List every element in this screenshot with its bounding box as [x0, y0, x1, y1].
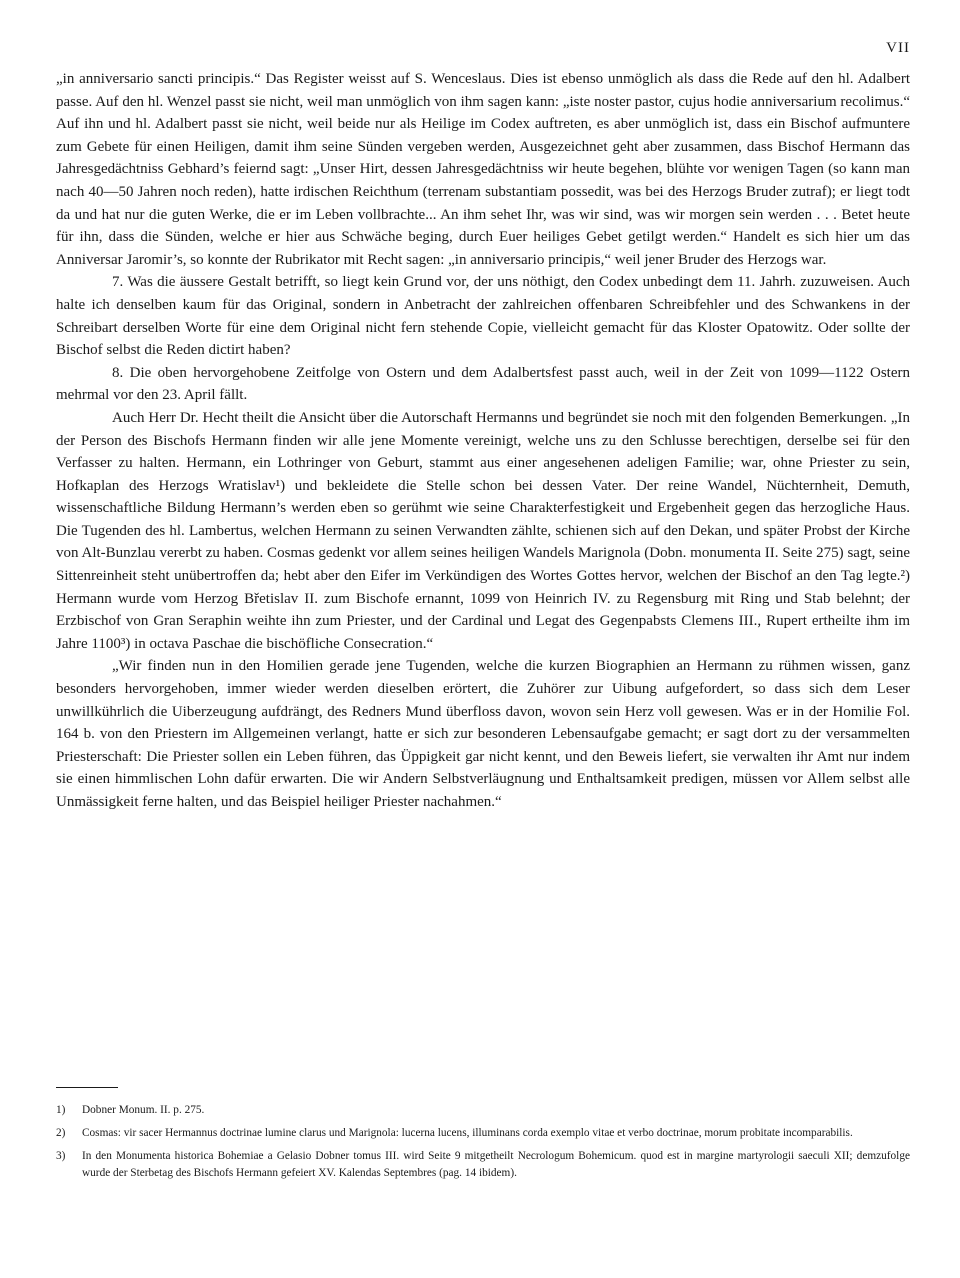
footnote-text: In den Monumenta historica Bohemiae a Gelasio Dobner tomus III. wird Seite 9 mitgetheilt Necrologum Bohemicum. quod est in margine martyrologii saeculi XII; demzufolge wurde der Sterbetag des Bischofs Hermann gefeiert XV. Kalendas Septembres (pag. 14 ibidem).: [82, 1150, 910, 1179]
footnote: [56, 1125, 910, 1142]
body-text: [56, 68, 910, 814]
footnote-text: Cosmas: vir sacer Hermannus doctrinae lumine clarus und Marignola: lucerna lucens, illuminans corda exemplo vitae et verbo doctrinae, morum probitate incomparabilis.: [82, 1127, 853, 1139]
footnote: [56, 1102, 910, 1119]
paragraph: „Wir finden nun in den Homilien gerade jene Tugenden, welche die kurzen Biographien an Hermann zu rühmen wissen, ganz besonders hervorgehoben, immer wieder werden dieselben erörtert, die Zuhörer zur Uibung aufgefordert, so dass sich dem Leser unwillkührlich die Uiberzeugung aufdrängt, des Redners Mund überfloss davon, wovon sein Herz voll gewesen. Was er in der Homilie Fol. 164 b. von den Priestern im Allgemeinen verlangt, hatte er sich zur besonderen Lebensaufgabe gemacht; er sagt dort zu der versammelten Priesterschaft: Die Priester sollen ein Leben führen, das Üppigkeit gar nicht kennt, und den Beweis liefert, sie verwalten ihr Amt nur indem sie einen himmlischen Lohn dafür erwarten. Die wir Andern Selbstverläugnung und Enthaltsamkeit predigen, müssen vor Allem selbst alle Unmässigkeit ferne halten, und das Beispiel heiliger Priester nachahmen.“: [56, 658, 910, 810]
footnote: [56, 1148, 910, 1182]
footnote-number: 1): [56, 1104, 66, 1116]
paragraph: 7. Was die äussere Gestalt betrifft, so liegt kein Grund vor, der uns nöthigt, den Codex unbedingt dem 11. Jahrh. zuzuweisen. Auch halte ich denselben kaum für das Original, sondern in Anbetracht der zahlreichen offenbaren Schreibfehler und des Schwankens in der Schreibart derselben Worte für eine dem Original nicht fern stehende Copie, vielleicht gemacht für das Kloster Opatowitz. Oder sollte der Bischof selbst die Reden dictirt haben?: [56, 274, 910, 359]
paragraph: „in anniversario sancti principis.“ Das Register weisst auf S. Wenceslaus. Dies ist ebenso unmöglich als dass die Rede auf den hl. Adalbert passe. Auf den hl. Wenzel passt sie nicht, weil man unmöglich von ihm sagen kann: „iste noster pastor, cujus hodie anniversarium recolimus.“ Auf ihn und hl. Adalbert passt sie nicht, weil beide nur als Heilige im Codex auftreten, es aber unmöglich ist, dass ein Bischof aufmuntere zum Gebete für einen Heiligen, damit ihm seine Sünden vergeben werden, Ausgezeichnet geht aber zusammen, dass Bischof Hermann das Jahresgedächtniss Gebhard’s feiernd sagt: „Unser Hirt, dessen Jahresgedächtniss wir heute begehen, blühte vor wenigen Tagen (so kann man nach 40—50 Jahren noch reden), hatte irdischen Reichthum (terrenam substantiam possedit, was bei des Herzogs Bruder zutraf); er liegt todt da und hat nur die guten Werke, die er im Leben vollbrachte... An ihm sehet Ihr, was wir sind, was wir morgen sein werden . . . Betet heute für ihn, dass die Sünden, welche er hier aus Schwäche beging, durch Euer heiliges Gebet getilgt werden.“ Handelt es sich hier um das Anniversar Jaromir’s, so konnte der Rubrikator mit Recht sagen: „in anniversario principis,“ weil jener Bruder des Herzogs war.: [56, 71, 910, 268]
footnote-text: Dobner Monum. II. p. 275.: [82, 1104, 205, 1116]
paragraph: 8. Die oben hervorgehobene Zeitfolge von Ostern und dem Adalbertsfest passt auch, weil in der Zeit von 1099—1122 Ostern mehrmal vor den 23. April fällt.: [56, 364, 910, 404]
footnotes: [56, 1102, 910, 1188]
page-number: VII: [886, 40, 910, 56]
footnote-divider: [56, 1087, 118, 1088]
paragraph: Auch Herr Dr. Hecht theilt die Ansicht über die Autorschaft Hermanns und begründet sie noch mit den folgenden Bemerkungen. „In der Person des Bischofs Hermann finden wir alle jene Momente vereinigt, welche uns zu den Schlusse berechtigen, derselbe sei für den Verfasser zu halten. Hermann, ein Lothringer von Geburt, stammt aus einer angesehenen adeligen Familie; war, ohne Priester zu sein, Hofkaplan des Herzogs Wratislav¹) und bekleidete die Stelle schon bei dessen Vater. Der reine Wandel, Nüchternheit, Demuth, wissenschaftliche Bildung Hermann’s werden eben so gerühmt wie seine Charakterfestigkeit und Ergebenheit gegen das herzogliche Haus. Die Tugenden des hl. Lambertus, welchen Hermann zu seinen Verwandten zählte, schienen sich auf den Dekan, und später Probst der Kirche von Alt-Bunzlau vererbt zu haben. Cosmas gedenkt vor allem seines heiligen Wandels Marignola (Dobn. monumenta II. Seite 275) sagt, seine Sittenreinheit steht unübertroffen da; hebt aber den Eifer im Verkündigen des Wortes Gottes hervor, welchen der Bischof an den Tag legte.²) Hermann wurde vom Herzog Břetislav II. zum Bischofe ernannt, 1099 von Heinrich IV. zu Regensburg mit Ring und Stab belehnt; der Erzbischof von Gran Seraphin weihte ihn zum Priester, und der Cardinal und Legat des Gegenpabsts Clemens III., Rupert ertheilte ihm im Jahre 1100³) in octava Paschae die bischöfliche Consecration.“: [56, 409, 910, 652]
footnote-number: 2): [56, 1127, 66, 1139]
footnote-number: 3): [56, 1150, 66, 1162]
